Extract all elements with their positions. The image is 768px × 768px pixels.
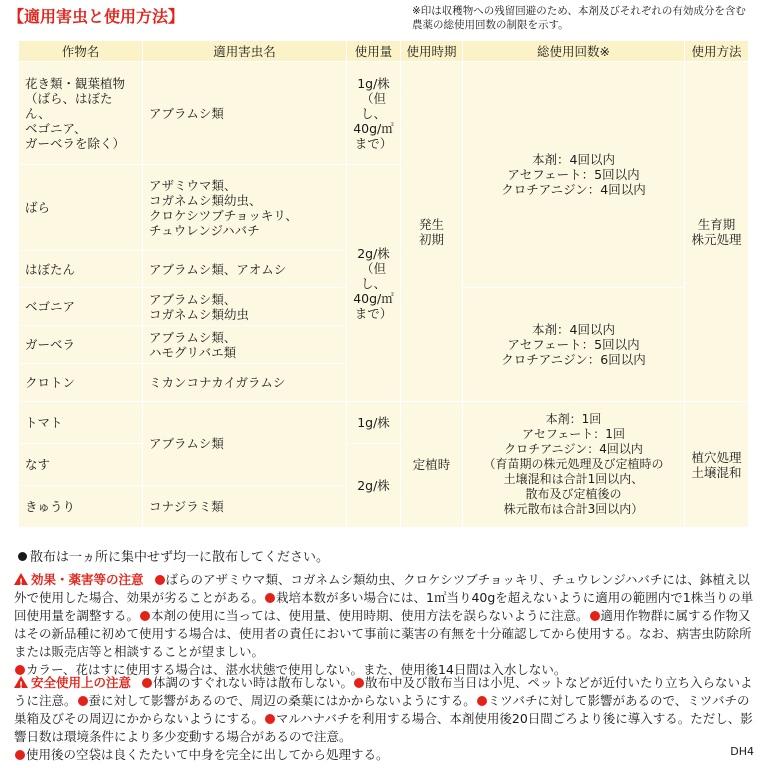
safety-item: 散布中及び散布当日は小児、ペットなどが近付いたり立ち入らないように注意。: [14, 675, 753, 708]
pest-cell: コナジラミ類: [143, 486, 347, 528]
total-cell: 本剤：4回以内 アセフェート：5回以内 クロチアニジン：4回以内: [463, 62, 685, 288]
footnote-text: 散布は一ヵ所に集中せず均一に散布してください。: [30, 550, 330, 565]
crop-cell: はぼたん: [19, 251, 143, 288]
total-cell: 本剤：4回以内 アセフェート：5回以内 クロチアニジン：6回以内: [463, 288, 685, 402]
pest-cell: アブラムシ類、アオムシ: [143, 251, 347, 288]
crop-cell: ばら: [19, 165, 143, 251]
header-amount: 使用量: [347, 41, 401, 62]
header-pest: 適用害虫名: [143, 41, 347, 62]
bullet-icon: [155, 575, 165, 585]
amount-cell: 2g/株 （但し、 40g/㎡ まで）: [347, 165, 401, 402]
pest-cell: アブラムシ類: [143, 62, 347, 165]
amount-cell: 1g/株: [347, 402, 401, 444]
crop-cell: ベゴニア: [19, 288, 143, 326]
total-cell: 本剤：1回 アセフェート：1回 クロチアニジン：4回以内 （育苗期の株元処理及び定植時の 土壌混和は合計1回以内、 散布及び定植後の 株元散布は合計3回以内）: [463, 402, 685, 528]
bullet-icon: [78, 696, 88, 706]
timing-cell: 定植時: [401, 402, 463, 528]
pest-cell: アブラムシ類、 コガネムシ類幼虫: [143, 288, 347, 326]
warning-icon: [14, 573, 28, 585]
bullet-icon: [140, 611, 150, 621]
bullet-icon: [265, 714, 275, 724]
table-row: [19, 62, 749, 165]
pest-cell: アザミウマ類、 コガネムシ類幼虫、 クロケシツブチョッキリ、 チュウレンジハバチ: [143, 165, 347, 251]
safety-item: マルハナバチを利用する場合、本剤使用後20日間ごろより後に導入する。ただし、影響日数は環境条件により多少変動する場合があるので注意。: [14, 711, 753, 744]
bullet-icon: [590, 611, 600, 621]
effects-item: 本剤の使用に当っては、使用量、使用時期、使用方法を誤らないように注意。: [151, 608, 589, 623]
crop-cell: クロトン: [19, 364, 143, 402]
pest-cell: ミカンコナカイガラムシ: [143, 364, 347, 402]
bullet-icon: [477, 696, 487, 706]
effects-item: 栽培本数が多い場合には、1㎡当り40gを超えないように適用の範囲内で1株当りの単回使用量を調整する。: [14, 590, 754, 623]
usage-table: [18, 40, 749, 528]
timing-cell: 発生 初期: [401, 62, 463, 402]
table-header-row: [19, 41, 749, 62]
safety-section: [14, 674, 758, 764]
header-total: 総使用回数※: [463, 41, 685, 62]
effects-item: カラー、花はすに使用する場合は、湛水状態で使用しない。また、使用後14日間は入水しない。: [26, 662, 567, 677]
effects-section: [14, 571, 758, 679]
crop-cell: きゅうり: [19, 486, 143, 528]
crop-cell: 花き類・観葉植物 （ばら、はぼたん、 ベゴニア、 ガーベラを除く）: [19, 62, 143, 165]
product-code: DH4: [730, 745, 754, 758]
bullet-icon: [354, 678, 364, 688]
pest-cell: アブラムシ類、 ハモグリバエ類: [143, 326, 347, 364]
method-cell: 生育期 株元処理: [685, 62, 749, 402]
amount-cell: 1g/株 （但し、 40g/㎡ まで）: [347, 62, 401, 165]
safety-item: 体調のすぐれない時は散布しない。: [153, 675, 354, 690]
spray-footnote: [18, 546, 329, 565]
effects-item: 適用作物群に属する作物又はその新品種に初めて使用する場合は、使用者の責任において事前に薬害の有無を十分確認してから使用する。なお、病害虫防除所または販売店等と相談することが望ましい。: [14, 608, 752, 659]
safety-title: 安全使用上の注意: [31, 675, 132, 690]
safety-item: 使用後の空袋は良くたたいて中身を完全に出してから処理する。: [26, 747, 389, 762]
safety-item: 蚕に対して影響があるので、周辺の桑葉にはかからないようにする。: [88, 693, 476, 708]
effects-title: 効果・薬害等の注意: [31, 572, 144, 587]
bullet-icon: [142, 678, 152, 688]
amount-cell: 2g/株: [347, 444, 401, 528]
warning-icon: [14, 676, 28, 688]
section-title: 【適用害虫と使用方法】: [8, 7, 185, 26]
crop-cell: なす: [19, 444, 143, 486]
crop-cell: トマト: [19, 402, 143, 444]
pest-cell: アブラムシ類: [143, 402, 347, 486]
bullet-icon: [265, 593, 275, 603]
table-row: [19, 402, 749, 444]
header-method: 使用方法: [685, 41, 749, 62]
safety-item: ミツバチに対して影響があるので、ミツバチの巣箱及びその周辺にかからないようにする。: [14, 693, 750, 726]
bullet-icon: [18, 552, 27, 561]
effects-item: ばらのアザミウマ類、コガネムシ類幼虫、クロケシツブチョッキリ、チュウレンジハバチには、鉢植え以外で使用した場合、効果が劣ることがある。: [14, 572, 750, 605]
usage-count-note: ※印は収穫物への残留回避のため、本剤及びそれぞれの有効成分を含む農薬の総使用回数の制限を示す。: [412, 5, 746, 31]
header-crop: 作物名: [19, 41, 143, 62]
crop-cell: ガーベラ: [19, 326, 143, 364]
header-timing: 使用時期: [401, 41, 463, 62]
bullet-icon: [15, 750, 25, 760]
method-cell: 植穴処理 土壌混和: [685, 402, 749, 528]
